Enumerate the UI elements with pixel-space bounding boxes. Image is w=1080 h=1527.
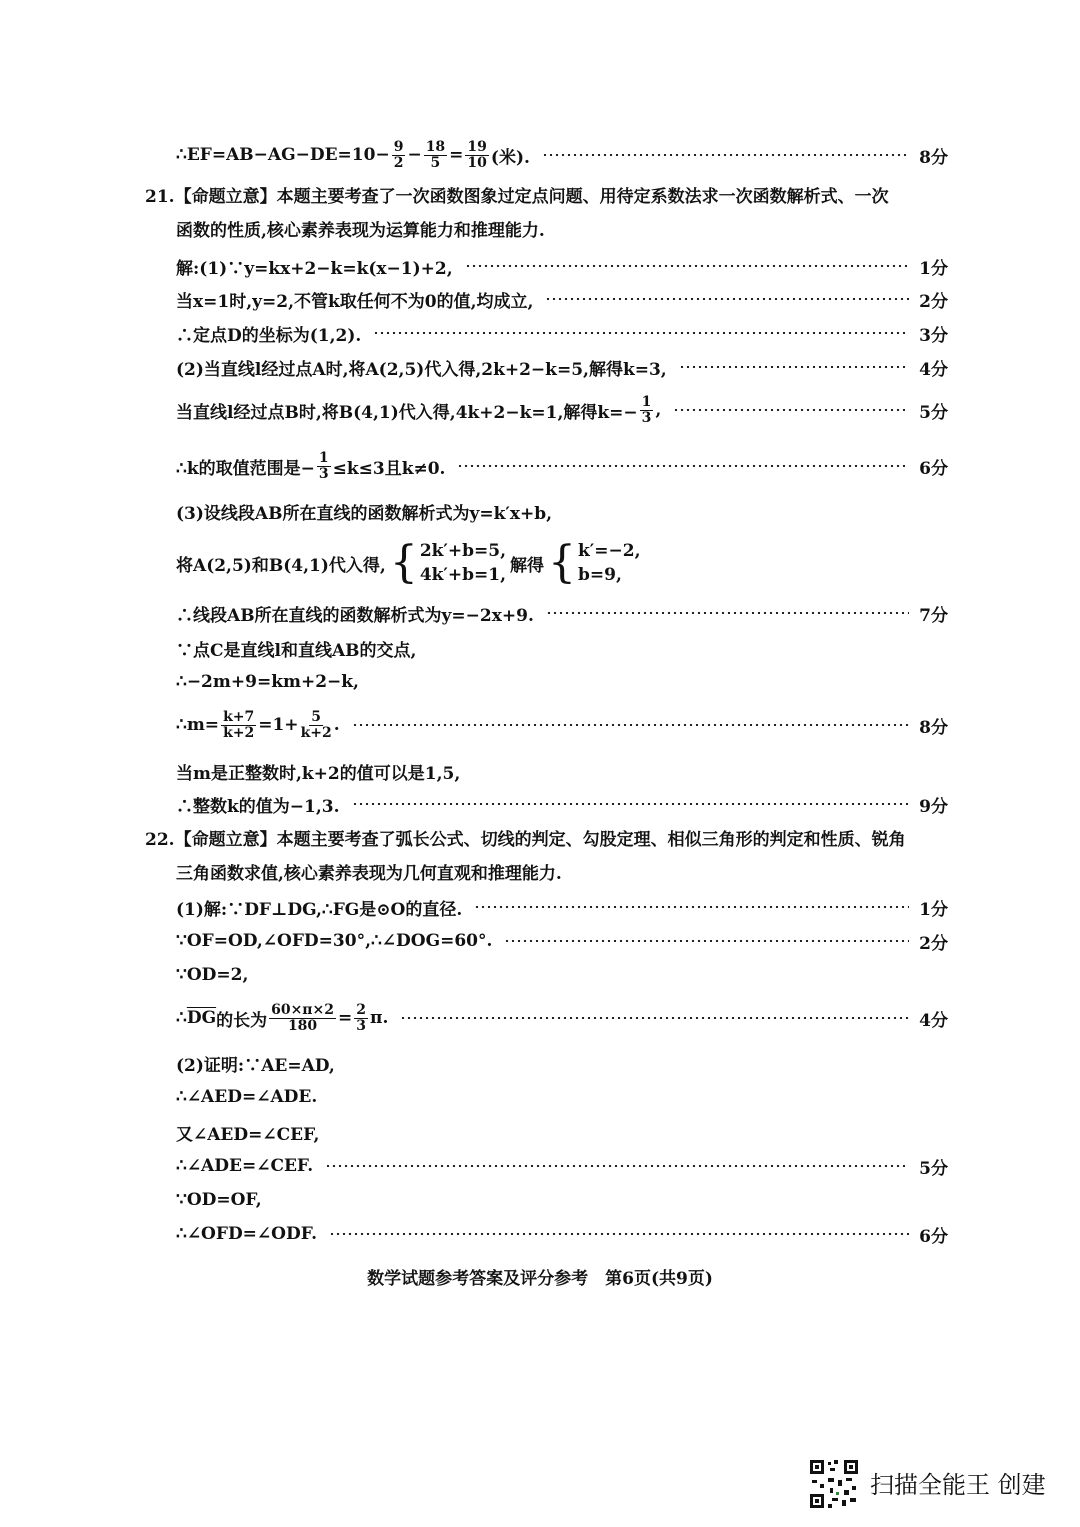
score-label: 2分	[919, 933, 948, 954]
leader-dots	[325, 1165, 909, 1167]
answer-line: (1)解:∵DF⊥DG,∴FG是⊙O的直径. 1分	[176, 892, 948, 922]
leader-dots	[542, 154, 909, 156]
arc-dg: $\overline{DG}$	[186, 1008, 217, 1028]
answer-line: ∴−2m+9=km+2−k,	[176, 672, 359, 692]
answer-line: 又∠AED=∠CEF,	[176, 1124, 320, 1145]
page-footer: 数学试题参考答案及评分参考 第6页(共9页)	[367, 1269, 713, 1289]
answer-line: ∴∠ADE=∠CEF. 5分	[176, 1151, 948, 1181]
fraction: $\frac{18}{5}$	[425, 138, 446, 171]
score-label: 7分	[919, 605, 948, 626]
leader-dots	[352, 803, 910, 805]
fraction: $\frac{1}{3}$	[641, 393, 652, 426]
score-label: 4分	[919, 359, 948, 380]
leader-dots	[474, 906, 909, 908]
score-label: 1分	[919, 899, 948, 920]
scanner-watermark: 扫描全能王 创建	[870, 1471, 1046, 1499]
fraction: $\frac{1}{3}$	[318, 449, 329, 482]
leader-dots	[329, 1233, 909, 1235]
score-label: 2分	[919, 291, 948, 312]
answer-line: ∴定点D的坐标为(1,2). 3分	[176, 318, 948, 348]
fraction: $\frac{60\times\pi\times 2}{180}$	[271, 1001, 335, 1034]
answer-line: ∴m= $\frac{k+7}{k+2}$ =1+ $\frac{5}{k+2}$ . 8分	[176, 708, 948, 741]
score-label: 6分	[919, 458, 948, 479]
q21-intro-line2: 函数的性质,核心素养表现为运算能力和推理能力.	[176, 221, 545, 241]
answer-line: 当直线l经过点B时,将B(4,1)代入得,4k+2−k=1,解得k=− $\frac{1}{3}$ , 5分	[176, 393, 948, 426]
score-label: 9分	[919, 796, 948, 817]
score-label: 8分	[919, 717, 948, 738]
q21-intro-line1: 21.【命题立意】本题主要考查了一次函数图象过定点问题、用待定系数法求一次函数解析式、一次	[145, 187, 889, 207]
score-label: 5分	[919, 402, 948, 423]
equation-system: { k′=−2, b=9,	[548, 537, 641, 588]
leader-dots	[465, 265, 910, 267]
leader-dots	[400, 1017, 909, 1019]
fraction: $\frac{k+7}{k+2}$	[223, 708, 255, 741]
answer-line: (2)证明:∵AE=AD,	[176, 1055, 335, 1076]
equation-system: { 2k′+b=5, 4k′+b=1,	[389, 537, 507, 588]
score-label: 3分	[919, 325, 948, 346]
answer-line: ∴∠OFD=∠ODF. 6分	[176, 1219, 948, 1249]
answer-line: (2)当直线l经过点A时,将A(2,5)代入得,2k+2−k=5,解得k=3, 4分	[176, 352, 948, 382]
fraction: $\frac{9}{2}$	[393, 138, 404, 171]
answer-line: ∵OF=OD,∠OFD=30°,∴∠DOG=60°. 2分	[176, 926, 948, 956]
leader-dots	[373, 332, 909, 334]
system-equations-line: 将A(2,5)和B(4,1)代入得, { 2k′+b=5, 4k′+b=1, 解得 { k′=−2, b=9,	[176, 537, 641, 588]
answer-line: ∵OD=OF,	[176, 1190, 262, 1210]
score-label: 8分	[919, 147, 948, 168]
score-label: 6分	[919, 1226, 948, 1247]
qr-code-icon	[808, 1458, 860, 1510]
q21-intro	[145, 180, 950, 248]
fraction: $\frac{19}{10}$	[467, 138, 487, 171]
answer-line: 当m是正整数时,k+2的值可以是1,5,	[176, 763, 461, 784]
answer-line: 当x=1时,y=2,不管k取任何不为0的值,均成立, 2分	[176, 284, 948, 314]
fraction: $\frac{2}{3}$	[356, 1001, 367, 1034]
leader-dots	[457, 465, 909, 467]
leader-dots	[673, 409, 909, 411]
answer-line: ∵点C是直线l和直线AB的交点,	[176, 640, 417, 661]
fraction: $\frac{5}{k+2}$	[300, 708, 332, 741]
q22-intro-line1: 22.【命题立意】本题主要考查了弧长公式、切线的判定、勾股定理、相似三角形的判定和性质、锐角	[145, 830, 906, 850]
answer-line: ∴∠AED=∠ADE.	[176, 1087, 318, 1107]
answer-line: ∴整数k的值为−1,3. 9分	[176, 789, 948, 819]
answer-line: (3)设线段AB所在直线的函数解析式为y=k′x+b,	[176, 503, 553, 524]
formula-text: ∴EF=AB−AG−DE=10−	[176, 145, 390, 165]
score-label: 5分	[919, 1158, 948, 1179]
answer-line-20-ef: ∴EF=AB−AG−DE=10− $\frac{9}{2}$ − $\frac{18}{5}$ = $\frac{19}{10}$ (米). 8分	[176, 138, 948, 171]
answer-line: ∴线段AB所在直线的函数解析式为y=−2x+9. 7分	[176, 598, 948, 628]
q22-intro-line2: 三角函数求值,核心素养表现为几何直观和推理能力.	[176, 864, 562, 884]
answer-line: ∵OD=2,	[176, 965, 249, 985]
q22-intro	[145, 823, 950, 891]
score-label: 1分	[919, 258, 948, 279]
score-label: 4分	[919, 1010, 948, 1031]
leader-dots	[352, 724, 910, 726]
answer-line: 解:(1)∵y=kx+2−k=k(x−1)+2, 1分	[176, 251, 948, 281]
leader-dots	[679, 366, 909, 368]
leader-dots	[545, 298, 909, 300]
answer-line: ∴ $\overline{DG}$ 的长为 $\frac{60\times\pi\times 2}{180}$ = $\frac{2}{3}$ π. 4分	[176, 1001, 948, 1034]
leader-dots	[546, 612, 909, 614]
answer-line: ∴k的取值范围是− $\frac{1}{3}$ ≤k≤3且k≠0. 6分	[176, 449, 948, 482]
leader-dots	[504, 940, 909, 942]
